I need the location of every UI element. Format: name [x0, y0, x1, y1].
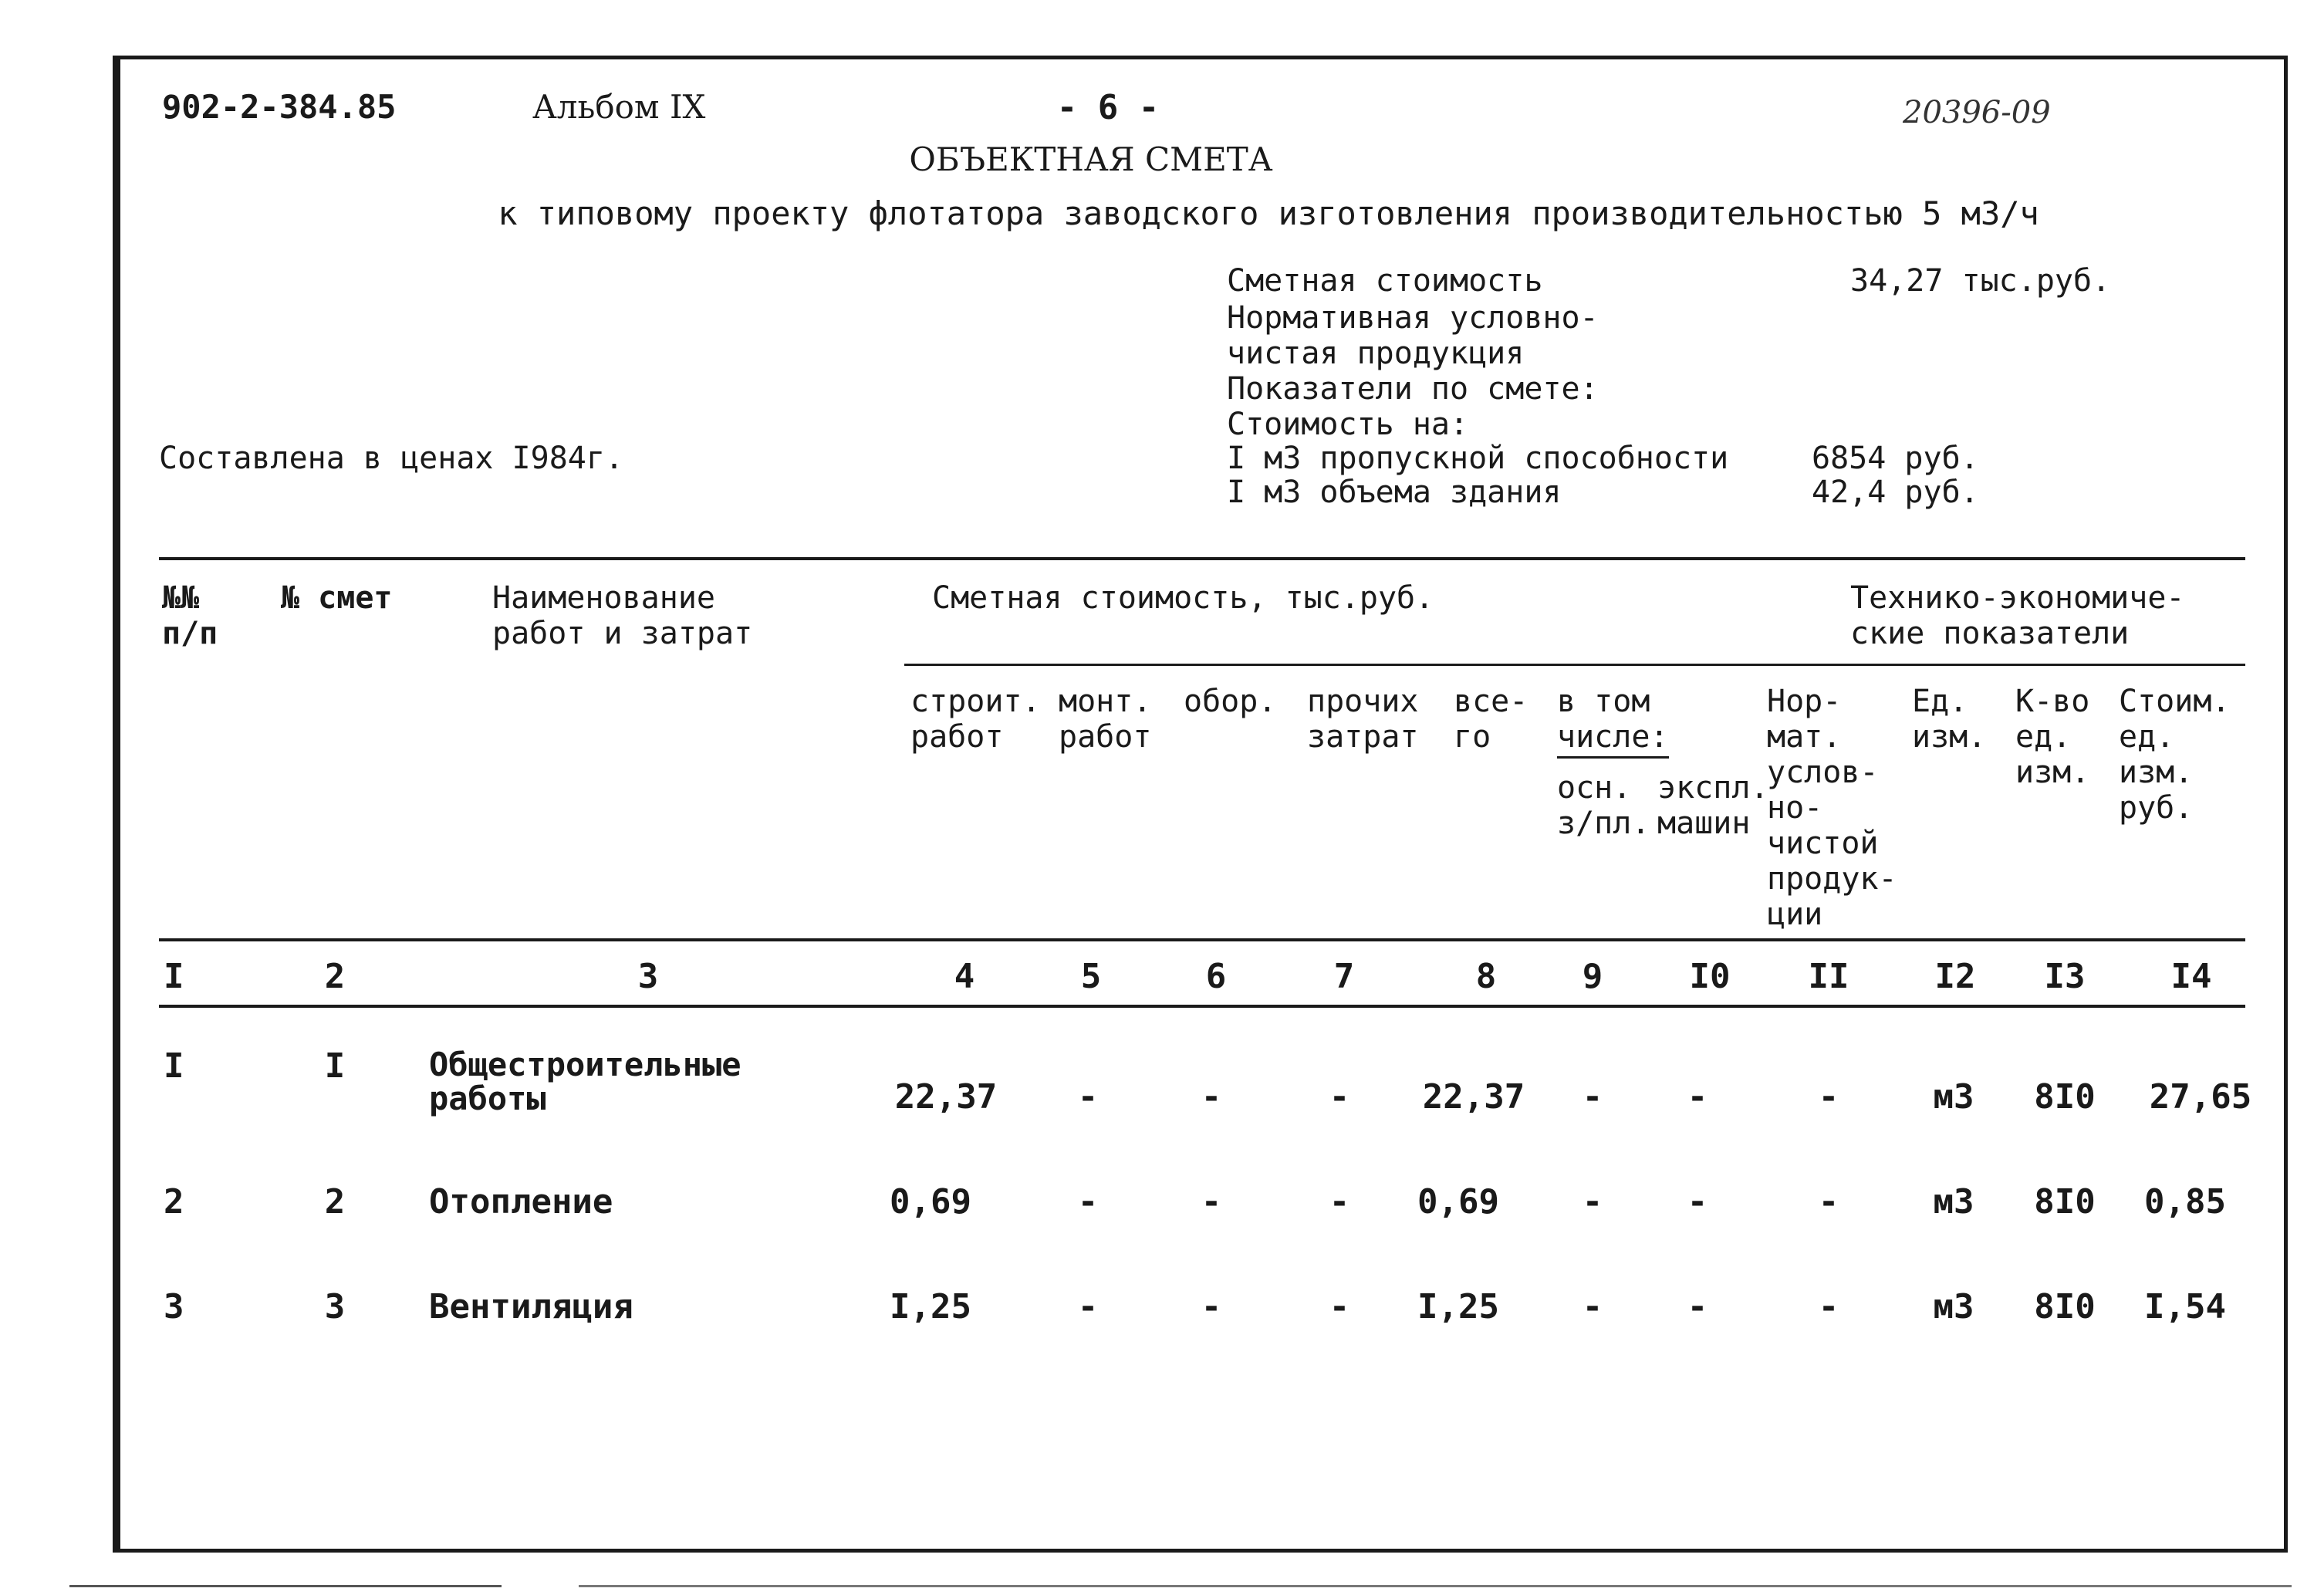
row1-other: -: [1329, 1077, 1350, 1117]
row1-num: I: [164, 1046, 184, 1086]
header-normative: Нор- мат. услов- но- чистой продук- ции: [1767, 684, 1897, 932]
colnum-14: I4: [2170, 957, 2212, 996]
column-numbers-rule: [159, 1005, 2245, 1008]
header-bottom-rule: [159, 938, 2245, 941]
scan-artifact-line-1: [69, 1585, 502, 1587]
colnum-1: I: [164, 957, 184, 996]
row3-construction: I,25: [890, 1287, 971, 1326]
page-number: - 6 -: [1056, 88, 1160, 127]
row2-other: -: [1329, 1182, 1350, 1222]
per-volume-label: I м3 объема здания: [1227, 475, 1562, 510]
row2-normative: -: [1818, 1182, 1839, 1222]
row1-unit-cost: 27,65: [2149, 1077, 2252, 1117]
row2-unit-cost: 0,85: [2144, 1182, 2226, 1222]
cost-group-rule: [904, 664, 2245, 666]
page-title: ОБЪЕКТНАЯ СМЕТА: [909, 140, 1273, 178]
row3-machines: -: [1687, 1287, 1708, 1326]
row3-num: 3: [164, 1287, 184, 1326]
header-including: [1557, 684, 1669, 759]
header-construction: строит. работ: [910, 684, 1041, 755]
header-including-text: в том числе:: [1557, 684, 1669, 759]
row1-normative: -: [1818, 1077, 1839, 1117]
header-name: Наименование работ и затрат: [492, 580, 753, 651]
colnum-7: 7: [1333, 957, 1355, 996]
header-tech-group: Технико-экономиче- ские показатели: [1850, 580, 2185, 651]
header-unit: Ед. изм.: [1912, 684, 1987, 755]
row2-installation: -: [1077, 1182, 1099, 1222]
row3-qty: 8I0: [2034, 1287, 2096, 1326]
row3-wages: -: [1582, 1287, 1603, 1326]
indicators-label: Показатели по смете:: [1227, 371, 1599, 407]
row2-equipment: -: [1201, 1182, 1222, 1222]
colnum-2: 2: [324, 957, 346, 996]
normative-label-2: чистая продукция: [1227, 336, 1525, 371]
scan-artifact-line-2: [579, 1585, 2292, 1587]
row2-num: 2: [164, 1182, 184, 1222]
colnum-10: I0: [1689, 957, 1731, 996]
colnum-4: 4: [954, 957, 975, 996]
per-capacity-value: 6854 руб.: [1812, 441, 1979, 476]
colnum-3: 3: [637, 957, 659, 996]
header-machines: экспл. машин: [1657, 770, 1769, 841]
page-subtitle: к типовому проекту флотатора заводского изготовления производительностью 5 м3/ч: [498, 194, 2039, 232]
colnum-5: 5: [1080, 957, 1102, 996]
header-num: №№ п/п: [162, 580, 218, 651]
header-estimate-num: № смет: [281, 580, 393, 616]
row3-name: Вентиляция: [429, 1287, 633, 1326]
row2-total: 0,69: [1417, 1182, 1499, 1222]
row3-other: -: [1329, 1287, 1350, 1326]
row3-unit: м3: [1933, 1287, 1974, 1326]
row3-total: I,25: [1417, 1287, 1499, 1326]
row3-equipment: -: [1201, 1287, 1222, 1326]
colnum-12: I2: [1934, 957, 1976, 996]
header-qty: К-во ед. изм.: [2015, 684, 2090, 790]
row2-machines: -: [1687, 1182, 1708, 1222]
row1-equipment: -: [1201, 1077, 1222, 1117]
row1-construction: 22,37: [894, 1077, 998, 1117]
cost-label: Сметная стоимость: [1227, 263, 1543, 299]
colnum-6: 6: [1205, 957, 1227, 996]
row3-normative: -: [1818, 1287, 1839, 1326]
row2-estimate: 2: [324, 1182, 346, 1222]
per-capacity-label: I м3 пропускной способности: [1227, 441, 1729, 476]
cost-value: 34,27 тыс.руб.: [1850, 263, 2111, 299]
colnum-13: I3: [2044, 957, 2086, 996]
header-wages: осн. з/пл.: [1557, 770, 1650, 841]
row3-unit-cost: I,54: [2144, 1287, 2226, 1326]
row2-wages: -: [1582, 1182, 1603, 1222]
normative-label-1: Нормативная условно-: [1227, 300, 1599, 336]
row3-estimate: 3: [324, 1287, 346, 1326]
colnum-8: 8: [1475, 957, 1497, 996]
row1-total: 22,37: [1422, 1077, 1525, 1117]
per-volume-value: 42,4 руб.: [1812, 475, 1979, 510]
header-other: прочих затрат: [1307, 684, 1419, 755]
header-installation: монт. работ: [1059, 684, 1152, 755]
row3-installation: -: [1077, 1287, 1099, 1326]
row2-construction: 0,69: [890, 1182, 971, 1222]
header-total: все- го: [1454, 684, 1529, 755]
table-top-rule: [159, 557, 2245, 560]
project-code: 902-2-384.85: [162, 88, 397, 126]
row1-wages: -: [1582, 1077, 1603, 1117]
header-equipment: обор.: [1184, 684, 1277, 719]
prices-note: Составлена в ценах I984г.: [159, 441, 624, 476]
row1-installation: -: [1077, 1077, 1099, 1117]
colnum-11: II: [1808, 957, 1849, 996]
row1-qty: 8I0: [2034, 1077, 2096, 1117]
album-label: Альбом IX: [532, 88, 706, 126]
row2-unit: м3: [1933, 1182, 1974, 1222]
colnum-9: 9: [1582, 957, 1603, 996]
stamp-number: 20396-09: [1903, 95, 2051, 130]
row1-name: Общестроительные работы: [429, 1046, 741, 1118]
header-cost-group: Сметная стоимость, тыс.руб.: [932, 580, 1434, 616]
cost-per-label: Стоимость на:: [1227, 407, 1469, 442]
row2-name: Отопление: [429, 1182, 613, 1222]
row2-qty: 8I0: [2034, 1182, 2096, 1222]
row1-machines: -: [1687, 1077, 1708, 1117]
header-unit-cost: Стоим. ед. изм. руб.: [2119, 684, 2231, 826]
row1-unit: м3: [1933, 1077, 1974, 1117]
row1-estimate: I: [324, 1046, 346, 1086]
